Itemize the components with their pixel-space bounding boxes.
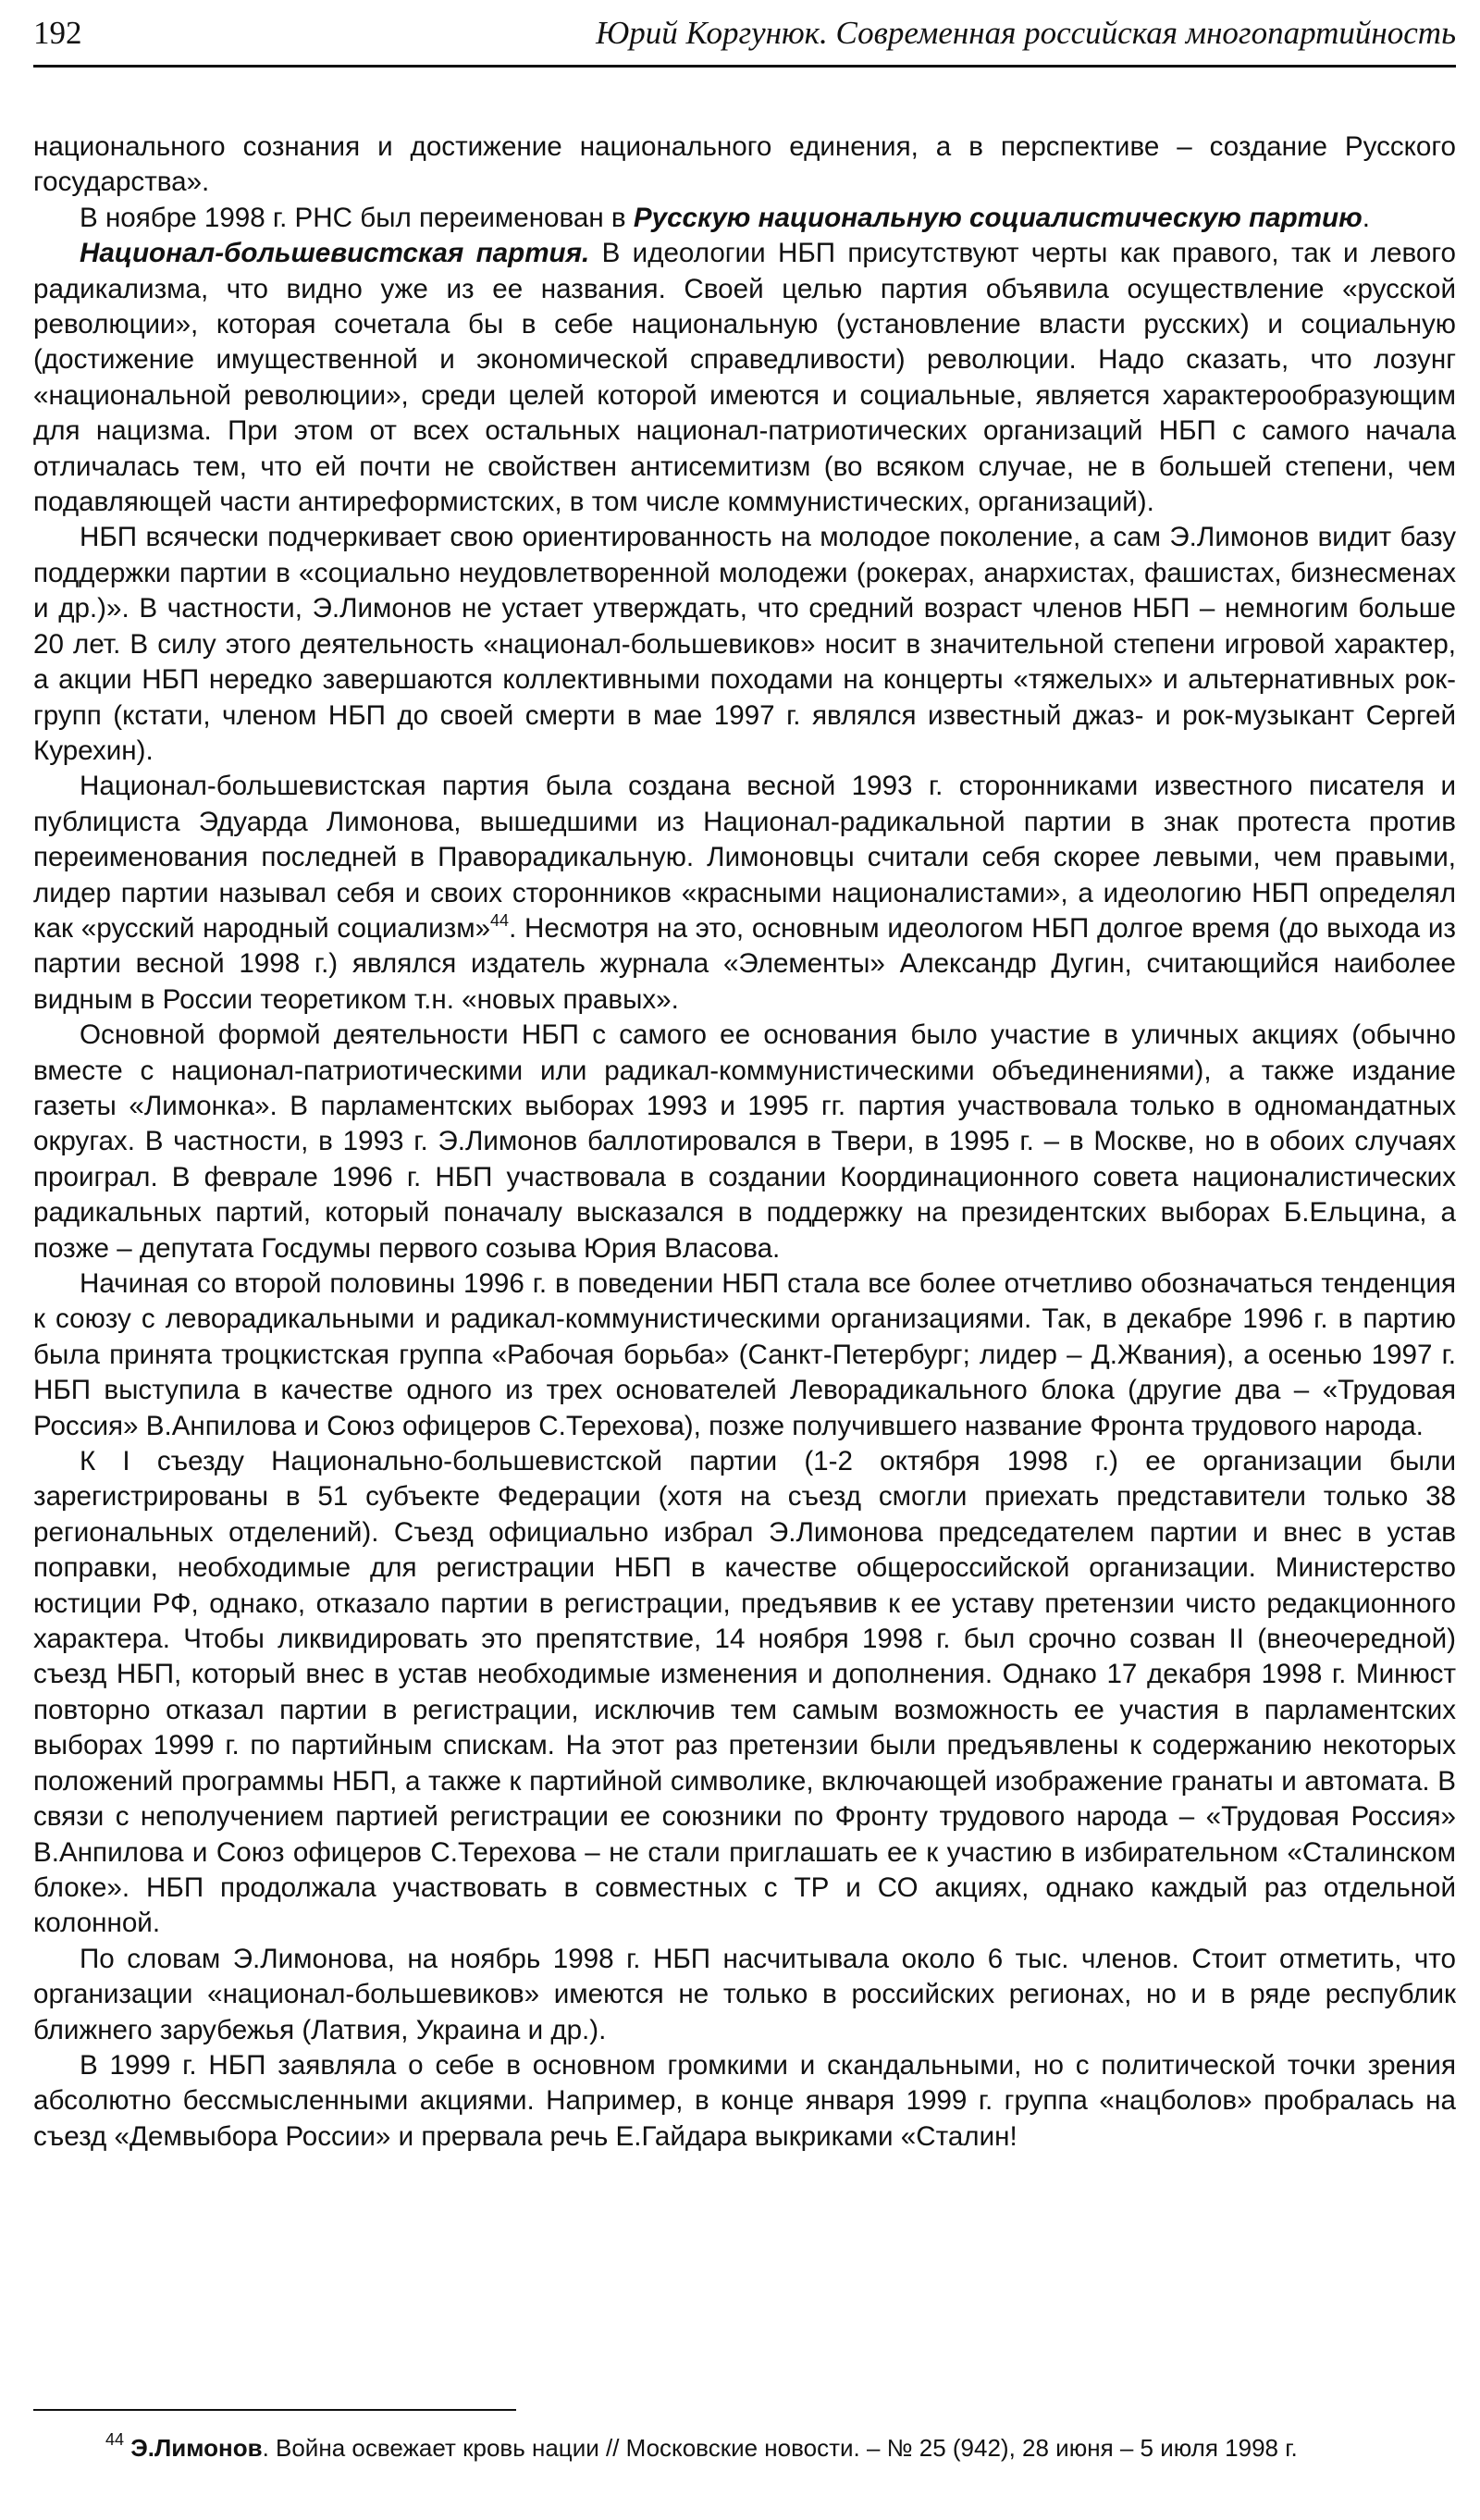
document-page [33, 0, 1456, 2520]
header-rule [33, 65, 1456, 68]
paragraph-founding: Национал-большевистская партия была создана весной 1993 г. сторонниками известного писателя и публициста Эдуарда Лимонова, вышедшими из Национал-радикальной партии в знак протеста против переименования последней в Праворадикальную. Лимоновцы считали себя скорее левыми, чем правыми, лидер партии называл себя и своих сторонников «красными националистами», а идеологию НБП определял как «русский народный социализм»$^{44}$. Несмотря на это, основным идеологом НБП долгое время (до выхода из партии весной 1998 г.) являлся издатель журнала «Элементы» Александр Дугин, считающийся наиболее видным в России теоретиком т.н. «новых правых». [33, 771, 1456, 1015]
paragraph-youth: НБП всячески подчеркивает свою ориентированность на молодое поколение, а сам Э.Лимонов видит базу поддержки партии в «социально неудовлетворенной молодежи (рокерах, анархистах, фашистах, бизнесменах и др.)». В частности, Э.Лимонов не устает утверждать, что средний возраст членов НБП – немногим больше 20 лет. В силу этого деятельность «национал-большевиков» носит в значительной степени игровой характер, а акции НБП нередко завершаются коллективными походами на концерты «тяжелых» и альтернативных рок-групп (кстати, членом НБП до своей смерти в мае 1997 г. являлся известный джаз- и рок-музыкант Сергей Курехин). [33, 522, 1456, 766]
footnote [33, 2431, 1456, 2464]
paragraph-rns-renamed: В ноябре 1998 г. РНС был переименован в Русскую национальную социалистическую партию. [80, 202, 1370, 233]
footnote-text: . Война освежает кровь нации // Московские новости. – № 25 (942), 28 июня – 5 июля 1998 г. [262, 2434, 1298, 2462]
page-number: 192 [33, 15, 82, 51]
footnote-author: Э.Лимонов [130, 2434, 263, 2462]
body-text [33, 130, 1456, 2155]
paragraph-alliance: Начиная со второй половины 1996 г. в поведении НБП стала все более отчетливо обозначаться тенденция к союзу с леворадикальными и радикал-коммунистическими организациями. Так, в декабре 1996 г. в партию была принята троцкистская группа «Рабочая борьба» (Санкт-Петербург; лидер – Д.Жвания), а осенью 1997 г. НБП выступила в качестве одного из трех основателей Леворадикального блока (другие два – «Трудовая Россия» В.Анпилова и Союз офицеров С.Терехова), позже получившего название Фронта трудового народа. [33, 1268, 1456, 1441]
running-title: Юрий Коргунюк. Современная российская многопартийность [596, 15, 1456, 51]
paragraph-activity: Основной формой деятельности НБП с самого ее основания было участие в уличных акциях (обычно вместе с национал-патриотическими или радикал-коммунистическими объединениями), а также издание газеты «Лимонка». В парламентских выборах 1993 и 1995 гг. партия участвовала только в одномандатных округах. В частности, в 1993 г. Э.Лимонов баллотировался в Твери, в 1995 г. – в Москве, но в обоих случаях проиграл. В феврале 1996 г. НБП участвовала в создании Координационного совета националистических радикальных партий, который поначалу высказался в поддержку на президентских выборах Б.Ельцина, а позже – депутата Госдумы первого созыва Юрия Власова. [33, 1019, 1456, 1264]
footnote-number: 44 [105, 2430, 125, 2449]
footnote-rule [33, 2409, 516, 2411]
party-name-emphasis: Русскую национальную социалистическую партию [633, 202, 1363, 233]
paragraph-continuation: национального сознания и достижение национального единения, а в перспективе – создание Русского государства». [33, 131, 1456, 198]
footnote-reference[interactable]: 44 [490, 910, 510, 930]
paragraph-1999: В 1999 г. НБП заявляла о себе в основном громкими и скандальными, но с политической точки зрения абсолютно бессмысленными акциями. Например, в конце января 1999 г. группа «нацболов» пробралась на съезд «Демвыбора России» и прервала речь Е.Гайдара выкриками «Сталин! [33, 2049, 1456, 2152]
paragraph-nbp-ideology: Национал-большевистская партия. В идеологии НБП присутствуют черты как правого, так и левого радикализма, что видно уже из ее названия. Своей целью партия объявила осуществление «русской революции», которая сочетала бы в себе национальную (установление власти русских) и социальную (достижение имущественной и экономической справедливости) революции. Надо сказать, что лозунг «национальной революции», среди целей которой имеются и социальные, является характерообразующим для нацизма. При этом от всех остальных национал-патриотических организаций НБП с самого начала отличалась тем, что ей почти не свойствен антисемитизм (во всяком случае, не в большей степени, чем подавляющей части антиреформистских, в том числе коммунистических, организаций). [33, 238, 1456, 518]
paragraph-membership: По словам Э.Лимонова, на ноябрь 1998 г. НБП насчитывала около 6 тыс. членов. Стоит отметить, что организации «национал-большевиков» имеются не только в российских регионах, но и в ряде республик ближнего зарубежья (Латвия, Украина и др.). [33, 1943, 1456, 2045]
paragraph-first-congress: К I съезду Национально-большевистской партии (1-2 октября 1998 г.) ее организации были зарегистрированы в 51 субъекте Федерации (хотя на съезд смогли приехать представители только 38 региональных отделений). Съезд официально избрал Э.Лимонова председателем партии и внес в устав поправки, необходимые для регистрации НБП в качестве общероссийской организации. Министерство юстиции РФ, однако, отказало партии в регистрации, предъявив к ее уставу претензии чисто редакционного характера. Чтобы ликвидировать это препятствие, 14 ноября 1998 г. был срочно созван II (внеочередной) съезд НБП, который внес в устав необходимые изменения и дополнения. Однако 17 декабря 1998 г. Минюст повторно отказал партии в регистрации, исключив тем самым возможность ее участия в парламентских выборах 1999 г. по партийным спискам. На этот раз претензии были предъявлены к содержанию некоторых положений программы НБП, а также к партийной символике, включающей изображение гранаты и автомата. В связи с неполучением партией регистрации ее союзники по Фронту трудового народа – «Трудовая Россия» В.Анпилова и Союз офицеров С.Терехова – не стали приглашать ее к участию в избирательном «Сталинском блоке». НБП продолжала участвовать в совместных с ТР и СО акциях, однако каждый раз отдельной колонной. [33, 1446, 1456, 1939]
page-header [33, 13, 1456, 54]
section-heading-nbp: Национал-большевистская партия. [80, 238, 590, 269]
